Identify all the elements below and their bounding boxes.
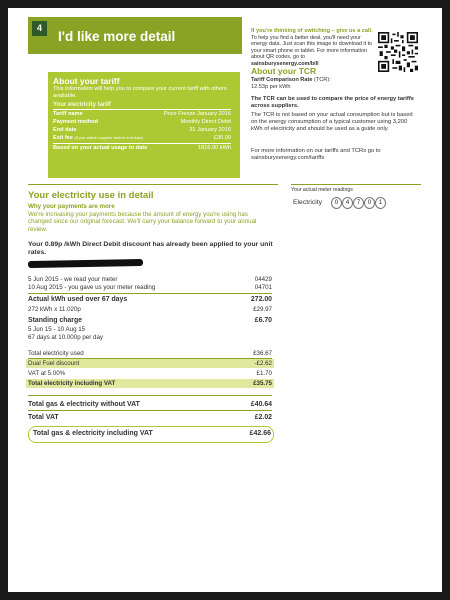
- tariff-row: [53, 135, 231, 142]
- qr-info-link[interactable]: sainsburysenergy.com/bill: [251, 60, 319, 67]
- tariff-divider: [53, 109, 231, 110]
- read-label: 10 Aug 2015 - you gave us your meter reading: [28, 284, 156, 291]
- meter-readings-heading: Your actual meter readings: [291, 187, 353, 193]
- unit-calc-value: £29.97: [253, 306, 272, 313]
- tcr-label: [251, 77, 331, 83]
- qr-info-text: To help you find a better deal, you'll need your energy data. Just scan this image to download it to your smart phone or tablet. For more information about QR codes, go to: [251, 35, 373, 61]
- tariff-row-value: £30.00: [213, 135, 231, 141]
- switching-text: [251, 35, 373, 67]
- total-electricity-label: Total electricity used: [28, 350, 84, 357]
- section-number: 4: [32, 21, 47, 36]
- tariff-row-value: Monthly Direct Debit: [180, 119, 231, 125]
- meter-digit: 7: [353, 197, 364, 209]
- tcr-more-link[interactable]: sainsburysenergy.com/tariffs: [251, 155, 325, 162]
- standing-calc: 67 days at 10.000p per day: [28, 334, 103, 341]
- actual-used-label: Actual kWh used over 67 days: [28, 296, 128, 303]
- tcr-heading: About your TCR: [251, 66, 317, 76]
- tariff-panel: [48, 72, 240, 178]
- why-text: We're increasing your payments because the amount of energy you're using has changed since our original forecast. We'll carry your balance forward to your annual review.: [28, 211, 257, 233]
- electricity-heading: Your electricity use in detail: [28, 190, 154, 201]
- tariff-row: [53, 119, 231, 126]
- tariff-divider: [53, 143, 231, 144]
- section-title: I'd like more detail: [58, 29, 176, 44]
- row-divider: [28, 410, 272, 411]
- total-vat-value: £2.02: [254, 414, 272, 421]
- vat-value: £1.70: [256, 370, 272, 377]
- standing-period: 5 Jun 15 - 10 Aug 15: [28, 326, 86, 333]
- meter-digit: 0: [364, 197, 375, 209]
- meter-digit: 1: [375, 197, 386, 209]
- dual-fuel-label: Dual Fuel discount: [28, 360, 80, 367]
- unit-calc-label: 272 kWh x 11.020p: [28, 306, 81, 313]
- tariff-row: [53, 145, 231, 152]
- section-header: [28, 17, 242, 54]
- meter-digit: 4: [342, 197, 353, 209]
- tcr-label-bold: Tariff Comparison Rate: [251, 77, 313, 83]
- standing-charge-value: £6.70: [254, 317, 272, 324]
- standing-charge-label: Standing charge: [28, 317, 82, 324]
- tariff-intro: This information will help you to compare your current tariff with others available.: [53, 86, 227, 99]
- section-divider: [28, 184, 278, 185]
- tariff-row: [53, 127, 231, 134]
- total-without-vat-label: Total gas & electricity without VAT: [28, 401, 140, 408]
- tariff-row-label: [53, 135, 143, 141]
- meter-label: Electricity: [293, 199, 323, 206]
- tariff-row-label: Payment method: [53, 119, 99, 125]
- tcr-more-text: For more information on our tariffs and TCRs go to: [251, 148, 381, 154]
- why-heading: Why your payments are more: [28, 203, 115, 210]
- tariff-subheading: Your electricity tariff: [53, 102, 111, 108]
- vat-label: VAT at 5.00%: [28, 370, 66, 377]
- qr-code-icon[interactable]: [378, 32, 418, 72]
- bill-page: [8, 8, 442, 592]
- exit-fee-label: Exit fee: [53, 135, 73, 141]
- tariff-heading: About your tariff: [53, 76, 120, 86]
- tariff-row: [53, 111, 231, 118]
- redacted-block: [28, 259, 143, 268]
- tariff-row-label: Tariff name: [53, 111, 83, 117]
- grand-total-label: Total gas & electricity including VAT: [33, 430, 153, 437]
- exit-fee-note: (if you switch supplier before end date): [74, 135, 144, 140]
- read-value: 04701: [254, 284, 272, 291]
- tariff-row-label: End date: [53, 127, 77, 133]
- tariff-row-label: Based on your actual usage to date: [53, 145, 148, 151]
- total-incl-vat-value: £35.75: [253, 380, 272, 387]
- read-value: 04429: [254, 276, 272, 283]
- tariff-row-value: 1816.00 kWh: [198, 145, 231, 151]
- meter-digit: 0: [331, 197, 342, 209]
- total-electricity-value: £36.67: [253, 350, 272, 357]
- tcr-label-suffix: (TCR):: [312, 77, 331, 83]
- tariff-row-value: Price Freeze January 2016: [163, 111, 231, 117]
- actual-used-value: 272.00: [250, 296, 272, 303]
- total-vat-label: Total VAT: [28, 414, 59, 421]
- read-label: 5 Jun 2015 - we read your meter: [28, 276, 118, 283]
- tcr-bold-text: The TCR can be used to compare the price of energy tariffs across suppliers.: [251, 96, 414, 110]
- meter-readings-row: [291, 197, 421, 209]
- row-divider: [28, 293, 272, 294]
- dd-discount-note: Your 0.89p /kWh Direct Debit discount has already been applied to your unit rates.: [28, 241, 273, 257]
- tariff-row-value: 31 January 2016: [189, 127, 231, 133]
- tcr-text: The TCR is not based on your actual consumption but is based on the energy consumption of a typical customer using 3,200 kWh of electricity and should be used as a guide only.: [251, 112, 413, 133]
- total-without-vat-value: £40.64: [250, 401, 272, 408]
- row-divider: [28, 395, 272, 396]
- tcr-more: [251, 148, 419, 162]
- dual-fuel-value: -£2.62: [254, 360, 272, 367]
- switching-heading: If you're thinking of switching – give us a call.: [251, 28, 373, 34]
- tcr-rate: 12.53p per kWh: [251, 84, 291, 90]
- grand-total-value: £42.66: [249, 430, 271, 437]
- section-divider: [291, 184, 421, 185]
- total-incl-vat-label: Total electricity including VAT: [28, 380, 116, 387]
